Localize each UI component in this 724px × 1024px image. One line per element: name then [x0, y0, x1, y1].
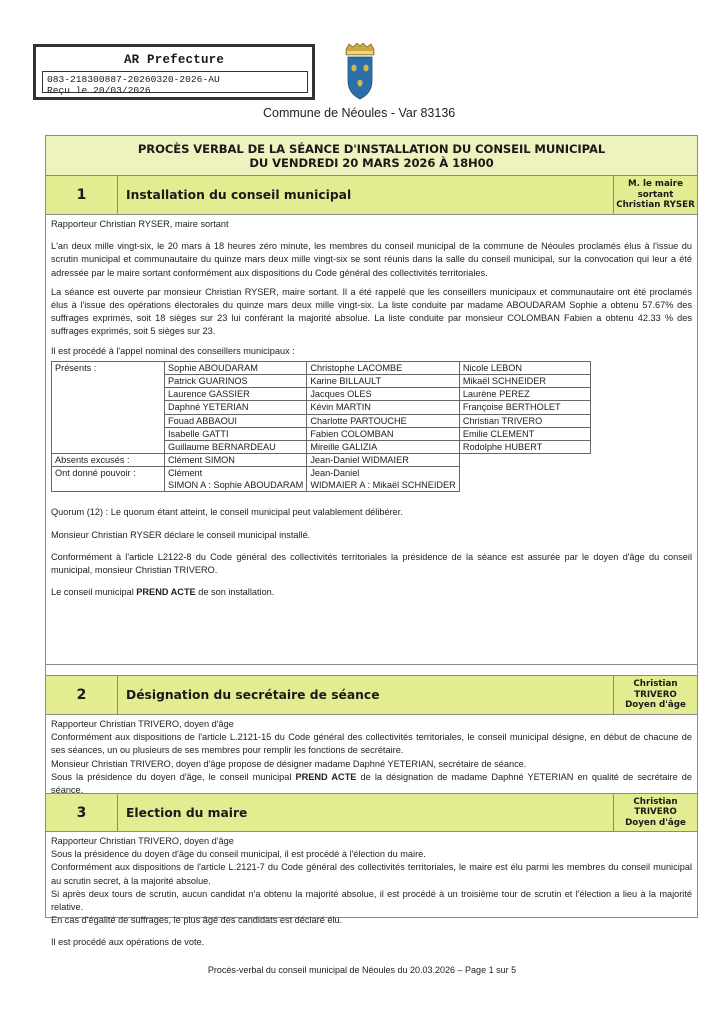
member-name: Christophe LACOMBE	[307, 361, 460, 374]
section-2-header	[46, 675, 697, 715]
title-line-1: PROCÈS VERBAL DE LA SÉANCE D'INSTALLATION DU CONSEIL MUNICIPAL	[137, 141, 606, 156]
member-name: Nicole LEBON	[459, 361, 590, 374]
section-1-header	[46, 176, 697, 215]
rapporteur-line: M. le maire	[628, 179, 683, 190]
presidency-text: Conformément à l'article L2122-8 du Code général des collectivités territoriales la présidence de la séance est assurée par le doyen d'âge du conseil municipal, monsieur Christian TRIVERO.	[51, 551, 692, 575]
stamp-received-date: Reçu le 20/03/2026	[47, 85, 151, 96]
empty-cell	[459, 454, 590, 467]
present-label: Présents :	[52, 361, 165, 453]
section-rapporteur	[614, 794, 697, 831]
member-name: Kévin MARTIN	[307, 401, 460, 414]
member-name: Guillaume BERNARDEAU	[165, 440, 307, 453]
rapporteur-line: Doyen d'âge	[625, 817, 686, 828]
member-name: Daphné YETERIAN	[165, 401, 307, 414]
section-3-header	[46, 793, 697, 832]
acte-suffix: de son installation.	[195, 587, 275, 598]
section-title: Election du maire	[118, 794, 614, 831]
quorum-text: Quorum (12) : Le quorum étant atteint, le conseil municipal peut valablement délibérer.	[51, 507, 403, 518]
stamp-title: AR Prefecture	[123, 53, 225, 67]
paragraph: Conformément aux dispositions de l'article L.2121-7 du Code général des collectivités territoriales, le maire est élu parmi les membres du conseil municipal au scrutin secret, à la majorité absolue.	[51, 862, 692, 886]
member-name: Sophie ABOUDARAM	[165, 361, 307, 374]
minutes-document	[45, 135, 698, 948]
coat-of-arms-icon	[343, 43, 377, 105]
empty-cell	[459, 467, 590, 492]
member-name: Clément SIMON	[165, 454, 307, 467]
rapporteur-line: Christian	[633, 679, 678, 690]
paragraph: Sous la présidence du doyen d'âge du conseil municipal, il est procédé à l'élection du maire.	[51, 849, 426, 860]
table-row	[52, 467, 591, 492]
proxy-label: Ont donné pouvoir :	[52, 467, 165, 492]
proxy-line: Clément	[168, 468, 203, 479]
vote-text: Il est procédé aux opérations de vote.	[51, 937, 205, 948]
rapporteur-line: TRIVERO	[634, 689, 677, 700]
member-name: Jacques OLES	[307, 388, 460, 401]
paragraph: L'an deux mille vingt-six, le 20 mars à 18 heures zéro minute, les membres du conseil municipal de la commune de Néoules proclamés élus à l'issue du scrutin municipal et communautaire du quinze mars deux mille vingt-six se sont réunis dans la salle du conseil municipal, sur la convocation qui leur a été adressée par le maire sortant conformément aux dispositions du Code général des collectivités territoriales.	[51, 241, 692, 278]
rapporteur-text: Rapporteur Christian TRIVERO, doyen d'âge	[51, 719, 234, 729]
acte-bold: PREND ACTE	[136, 587, 196, 598]
section-number: 2	[46, 676, 118, 714]
member-name: Laurène PEREZ	[459, 388, 590, 401]
acte-suffix: de la désignation de madame Daphné YETERIAN en qualité de secrétaire de séance.	[51, 771, 692, 796]
member-name: Mikaël SCHNEIDER	[459, 375, 590, 388]
acte-prefix: Sous la présidence du doyen d'âge, le conseil municipal	[51, 771, 296, 782]
section-number: 1	[46, 176, 118, 214]
member-name: Mireille GALIZIA	[307, 440, 460, 453]
section-1-body	[46, 215, 697, 665]
member-name: Isabelle GATTI	[165, 427, 307, 440]
paragraph: Monsieur Christian TRIVERO, doyen d'âge propose de désigner madame Daphné YETERIAN, secrétaire de séance.	[51, 758, 527, 769]
rapporteur-line: TRIVERO	[634, 807, 677, 818]
section-title: Installation du conseil municipal	[118, 176, 614, 214]
rapporteur-line: Christian	[633, 796, 678, 807]
prefecture-stamp	[33, 44, 315, 100]
declaration-text: Monsieur Christian RYSER déclare le conseil municipal installé.	[51, 529, 311, 540]
table-row	[52, 361, 591, 374]
rapporteur-line: Christian RYSER	[616, 200, 695, 211]
acte-prefix: Le conseil municipal	[51, 587, 137, 598]
rapporteur-text: Rapporteur Christian RYSER, maire sortant	[51, 219, 229, 229]
proxy-line: SIMON A : Sophie ABOUDARAM	[168, 480, 304, 491]
paragraph: La séance est ouverte par monsieur Christian RYSER, maire sortant. Il a été rappelé que les conseillers municipaux et communautaire ont été proclamés élus à l'issue des opérations électorales du quinze mars deux mille vingt-six. La liste conduite par madame ABOUDARAM Sophie a obtenu 57.67% des suffrages exprimés, soit 18 sièges sur 23 lui conférant la majorité absolue. La liste conduite par monsieur COLOMBAN Fabien a obtenu 42.33 % des suffrages exprimés, soit 5 sièges sur 23.	[51, 286, 692, 337]
paragraph: En cas d'égalité de suffrages, le plus âgé des candidats est déclaré élu.	[51, 915, 343, 926]
section-rapporteur	[614, 176, 697, 214]
member-name: Laurence GASSIER	[165, 388, 307, 401]
proxy-line: WIDMAIER A : Mikaël SCHNEIDER	[310, 480, 456, 491]
rapporteur-line: Doyen d'âge	[625, 700, 686, 711]
section-rapporteur	[614, 676, 697, 714]
document-title	[46, 136, 697, 176]
section-2-body	[46, 715, 697, 796]
section-title: Désignation du secrétaire de séance	[118, 676, 614, 714]
acte-text	[51, 586, 692, 599]
member-name: Christian TRIVERO	[459, 414, 590, 427]
member-name: Karine BILLAULT	[307, 375, 460, 388]
paragraph: Il est procédé à l'appel nominal des conseillers municipaux :	[51, 345, 295, 356]
commune-name: Commune de Néoules - Var 83136	[263, 106, 456, 120]
member-name: Jean-Daniel WIDMAIER	[307, 454, 460, 467]
section-number: 3	[46, 794, 118, 831]
acte-bold: PREND ACTE	[295, 771, 357, 782]
proxy-line: Jean-Daniel	[310, 468, 360, 479]
member-name: Françoise BERTHOLET	[459, 401, 590, 414]
proxy-entry	[165, 467, 307, 492]
table-row	[52, 454, 591, 467]
member-name: Rodolphe HUBERT	[459, 440, 590, 453]
proxy-entry	[307, 467, 460, 492]
member-name: Fabien COLOMBAN	[307, 427, 460, 440]
member-name: Patrick GUARINOS	[165, 375, 307, 388]
member-name: Charlotte PARTOUCHE	[307, 414, 460, 427]
page-footer: Procès-verbal du conseil municipal de Néoules du 20.03.2026 – Page 1 sur 5	[207, 965, 517, 975]
section-3-body	[46, 832, 697, 950]
rapporteur-text: Rapporteur Christian TRIVERO, doyen d'âge	[51, 836, 234, 846]
paragraph: Conformément aux dispositions de l'article L.2121-15 du Code général des collectivités territoriales, le conseil municipal désigne, en début de chacune de ses séances, un ou plusieurs de ses membres pour remplir les fonctions de secrétaire.	[51, 732, 692, 756]
member-name: Fouad ABBAOUI	[165, 414, 307, 427]
title-line-2: DU VENDREDI 20 MARS 2026 À 18H00	[249, 155, 494, 170]
stamp-details	[42, 71, 308, 96]
paragraph: Si après deux tours de scrutin, aucun candidat n'a obtenu la majorité absolue, il est procédé à un troisième tour de scrutin et l'élection a lieu à la majorité relative.	[51, 888, 692, 913]
member-name: Emilie CLEMENT	[459, 427, 590, 440]
absent-label: Absents excusés :	[52, 454, 165, 467]
stamp-reference: 083-218300887-20260320-2026-AU	[47, 74, 220, 85]
rapporteur-line: sortant	[637, 189, 674, 200]
roll-call-table	[51, 361, 591, 493]
